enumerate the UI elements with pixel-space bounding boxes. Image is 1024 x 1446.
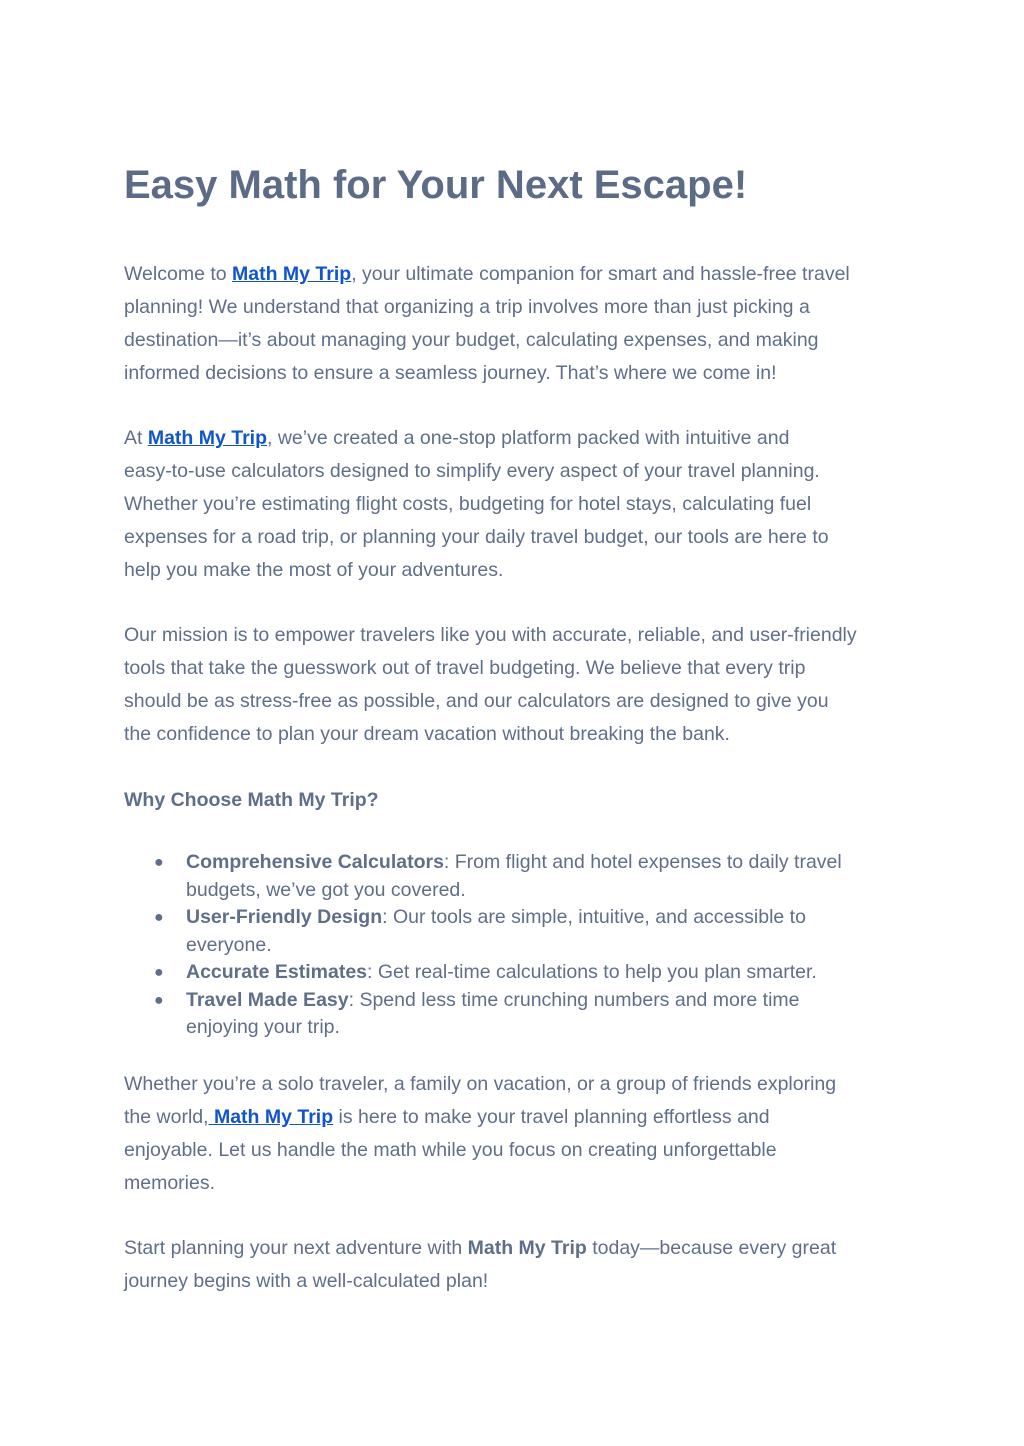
closing-paragraph — [124, 1068, 904, 1200]
text-line: should be as stress-free as possible, and our calculators are designed to give you — [124, 690, 829, 712]
text-line — [186, 959, 904, 987]
text-line — [124, 1101, 904, 1134]
text-span: At — [124, 427, 148, 449]
feature-term: User-Friendly Design — [186, 906, 383, 928]
text-span: Welcome to — [124, 263, 233, 285]
text-span: Start planning your next adventure with — [124, 1237, 468, 1259]
text-span: is here to make your travel planning effortless and — [333, 1106, 770, 1128]
intro-paragraph — [124, 258, 904, 390]
bullet-icon: ● — [154, 854, 164, 871]
math-my-trip-link[interactable]: Math My Trip — [232, 263, 352, 285]
math-my-trip-link[interactable]: Math My Trip — [147, 427, 268, 449]
text-span: , we’ve created a one-stop platform packed with intuitive and — [267, 427, 790, 449]
text-line: Our mission is to empower travelers like you with accurate, reliable, and user-friendly — [124, 624, 857, 646]
text-line: memories. — [124, 1172, 216, 1194]
text-line: destination—it’s about managing your budget, calculating expenses, and making — [124, 329, 819, 351]
text-line — [124, 1232, 904, 1265]
text-line: journey begins with a well-calculated plan! — [124, 1270, 489, 1292]
text-line — [124, 258, 904, 291]
cta-paragraph — [124, 1232, 904, 1298]
bullet-icon: ● — [154, 964, 164, 981]
list-item — [124, 987, 904, 1042]
text-line — [124, 422, 904, 455]
text-line: enjoying your trip. — [186, 1016, 340, 1038]
text-span: , your ultimate companion for smart and hassle-free travel — [351, 263, 850, 285]
text-line: budgets, we’ve got you covered. — [186, 878, 466, 901]
feature-list — [124, 849, 904, 1042]
text-line: tools that take the guesswork out of travel budgeting. We believe that every trip — [124, 657, 806, 679]
text-line: easy-to-use calculators designed to simplify every aspect of your travel planning. — [124, 460, 820, 482]
page-title: Easy Math for Your Next Escape! — [124, 163, 748, 207]
text-line: informed decisions to ensure a seamless journey. That’s where we come in! — [124, 362, 777, 384]
text-span: today—because every great — [586, 1237, 837, 1259]
platform-paragraph — [124, 422, 904, 587]
feature-term: Travel Made Easy — [186, 988, 349, 1011]
text-span: the world, — [124, 1106, 209, 1128]
text-span: : Spend less time crunching numbers and more time — [348, 988, 800, 1011]
feature-term: Comprehensive Calculators — [186, 851, 444, 873]
text-line: planning! We understand that organizing a trip involves more than just picking a — [124, 296, 810, 318]
text-line: help you make the most of your adventures. — [124, 559, 504, 581]
text-span: : Get real-time calculations to help you plan smarter. — [367, 961, 817, 983]
text-line — [186, 987, 904, 1015]
bullet-icon: ● — [154, 909, 164, 926]
text-span: : From flight and hotel expenses to daily travel — [443, 851, 842, 873]
text-line: expenses for a road trip, or planning your daily travel budget, our tools are here to — [124, 526, 829, 548]
brand-name: Math My Trip — [467, 1237, 587, 1259]
text-line: Whether you’re a solo traveler, a family on vacation, or a group of friends exploring — [124, 1073, 837, 1095]
math-my-trip-link[interactable]: Math My Trip — [208, 1106, 334, 1128]
feature-term: Accurate Estimates — [186, 961, 368, 983]
text-line — [186, 849, 904, 877]
text-line: Whether you’re estimating flight costs, budgeting for hotel stays, calculating fuel — [124, 493, 812, 515]
mission-paragraph — [124, 619, 904, 751]
text-span: : Our tools are simple, intuitive, and accessible to — [382, 906, 806, 928]
list-item — [124, 959, 904, 987]
list-item — [124, 904, 904, 959]
text-line: enjoyable. Let us handle the math while you focus on creating unforgettable — [124, 1139, 777, 1161]
bullet-icon: ● — [154, 991, 164, 1009]
section-heading: Why Choose Math My Trip? — [124, 789, 379, 811]
list-item — [124, 849, 904, 904]
text-line: everyone. — [186, 933, 272, 956]
text-line: the confidence to plan your dream vacation without breaking the bank. — [124, 723, 730, 745]
text-line — [186, 904, 904, 932]
